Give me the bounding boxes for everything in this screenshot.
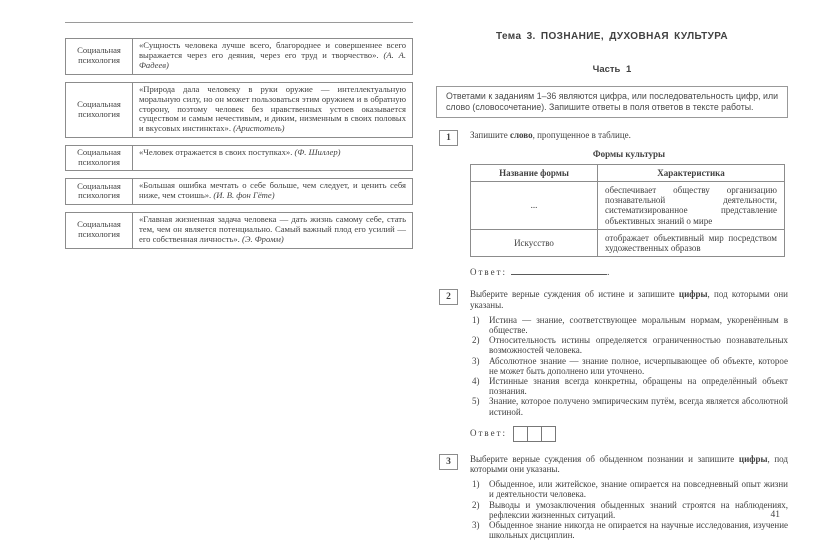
answer-label: Ответ: — [470, 427, 508, 438]
category-cell: Социальная психология — [66, 213, 133, 248]
instruction-box: Ответами к заданиям 1–36 являются цифра, или последовательность цифр, или слово (словосочетание). Запишите ответы в поля ответов в тексте работы. — [436, 86, 788, 118]
item-number: 3) — [472, 520, 480, 531]
topic-title: Тема 3. ПОЗНАНИЕ, ДУХОВНАЯ КУЛЬТУРА — [495, 31, 729, 42]
answer-label: Ответ: — [470, 267, 508, 278]
item-text: Обыденное, или житейское, знание опирается на повседневный опыт жизни и деятельности человека. — [489, 479, 788, 500]
table-header-row — [471, 164, 785, 181]
quote-author: (И. В. фон Гёте) — [213, 189, 275, 200]
quote-text: «Природа дала человеку в руки оружие — интеллектуальную моральную силу, но он может пользоваться этим оружием и в обратную сторону, поэтому человек без нравственных устоев оказывается существом и самым нечестивым, и диким, низменным в своих половых и вкусовых инстинктах». — [139, 83, 406, 134]
forms-of-culture-table — [470, 164, 785, 257]
question-prompt — [470, 130, 788, 140]
answer-cell — [527, 426, 542, 442]
prompt-text: Запишите — [470, 130, 510, 141]
item-text: Истина — знание, соответствующее моральным нормам, укоренённым в обществе. — [489, 314, 788, 336]
table-caption: Формы культуры — [592, 148, 666, 159]
quote-row-3 — [65, 145, 413, 171]
category-cell: Социальная психология — [66, 83, 133, 138]
answer-blank-line — [511, 266, 610, 278]
question-prompt — [470, 454, 788, 474]
prompt-text: , под которыми они указаны. — [470, 289, 788, 310]
answer-cell — [513, 426, 528, 442]
question-3 — [436, 454, 788, 541]
left-page — [65, 22, 413, 256]
question-1 — [436, 130, 788, 277]
quote-cell — [133, 146, 412, 170]
quote-author: (Аристотель) — [233, 123, 285, 134]
prompt-bold-word: цифры — [678, 289, 708, 300]
form-name-cell: Искусство — [471, 229, 598, 256]
item-text: Знание, которое получено эмпирическим путём, всегда является абсолютной истиной. — [489, 396, 788, 417]
item-number: 2) — [472, 499, 480, 510]
quote-row-4 — [65, 178, 413, 205]
table-row — [471, 182, 785, 230]
question-prompt — [470, 289, 788, 309]
list-item — [472, 335, 788, 355]
item-number: 1) — [472, 479, 480, 490]
page-number: 41 — [770, 510, 780, 520]
right-page — [436, 32, 788, 541]
item-number: 5) — [472, 396, 480, 407]
statement-list — [470, 315, 788, 417]
quote-row-1 — [65, 38, 413, 75]
prompt-text: , пропущенное в таблице. — [532, 130, 631, 141]
prompt-bold-word: цифры — [738, 453, 768, 464]
answer-cells — [513, 426, 556, 442]
quote-cell — [133, 39, 412, 74]
answer-cell — [541, 426, 556, 442]
answer-line — [470, 426, 788, 442]
table-continuation-line — [65, 22, 413, 23]
question-2 — [436, 289, 788, 441]
quote-author: (А. А. Фадеев) — [139, 49, 406, 70]
list-item — [472, 315, 788, 335]
list-item — [472, 479, 788, 499]
quote-text: «Большая ошибка мечтать о себе больше, чем следует, и ценить себя ниже, чем стоишь». — [139, 180, 406, 200]
quote-text: «Сущность человека лучше всего, благороднее и совершеннее всего выражается через его деяния, через его труд и творчество». — [139, 40, 406, 60]
form-description-cell: обеспечивает обществу организацию познавательной деятельности, систематизированное представление объективных знаний о мире — [598, 182, 785, 230]
item-number: 1) — [472, 314, 480, 325]
column-header: Характеристика — [598, 164, 785, 181]
quote-text: «Человек отражается в своих поступках». — [139, 147, 293, 158]
quote-author: (Э. Фромм) — [241, 233, 284, 244]
item-text: Истинные знания всегда конкретны, обращены на определённый объект познания. — [489, 376, 788, 397]
prompt-text: Выберите верные суждения об обыденном познании и запишите — [470, 453, 739, 464]
list-item — [472, 520, 788, 540]
item-number: 3) — [472, 355, 480, 366]
statement-list — [470, 479, 788, 540]
category-cell: Социальная психология — [66, 146, 133, 170]
prompt-text: Выберите верные суждения об истине и запишите — [470, 289, 679, 300]
quote-cell — [133, 83, 412, 138]
quote-cell — [133, 179, 412, 204]
quote-row-5 — [65, 212, 413, 249]
item-text: Выводы и умозаключения обыденных знаний строятся на наблюдениях, рефлексии жизненных ситуаций. — [489, 499, 788, 520]
item-text: Обыденное знание никогда не опирается на научные исследования, изучение школьных дисциплин. — [489, 520, 788, 541]
quote-text: «Главная жизненная задача человека — дать жизнь самому себе, стать тем, чем он является потенциально. Самый важный плод его усилий — его собственная личность». — [139, 213, 406, 244]
quote-row-2 — [65, 82, 413, 139]
item-text: Абсолютное знание — знание полное, исчерпывающее об объекте, которое не может быть дополнено или уточнено. — [489, 355, 788, 376]
form-name-cell: ... — [471, 182, 598, 230]
prompt-text: , под которыми они указаны. — [470, 453, 788, 475]
quote-cell — [133, 213, 412, 248]
item-text: Относительность истины определяется ограниченностью познавательных возможностей человека. — [489, 335, 788, 356]
quote-author: (Ф. Шиллер) — [294, 147, 341, 158]
list-item — [472, 376, 788, 396]
category-cell: Социальная психология — [66, 39, 133, 74]
list-item — [472, 500, 788, 520]
answer-line — [470, 266, 788, 277]
category-cell: Социальная психология — [66, 179, 133, 204]
answer-suffix: . — [607, 267, 610, 278]
part-title: Часть 1 — [592, 64, 632, 76]
question-number-badge: 3 — [439, 454, 458, 470]
question-number-badge: 2 — [439, 289, 458, 305]
prompt-bold-word: слово — [509, 130, 533, 141]
table-row — [471, 229, 785, 256]
item-number: 2) — [472, 335, 480, 346]
question-number-badge: 1 — [439, 130, 458, 146]
list-item — [472, 396, 788, 416]
form-description-cell: отображает объективный мир посредством художественных образов — [598, 229, 785, 256]
item-number: 4) — [472, 376, 480, 387]
list-item — [472, 356, 788, 376]
column-header: Название формы — [471, 164, 598, 181]
